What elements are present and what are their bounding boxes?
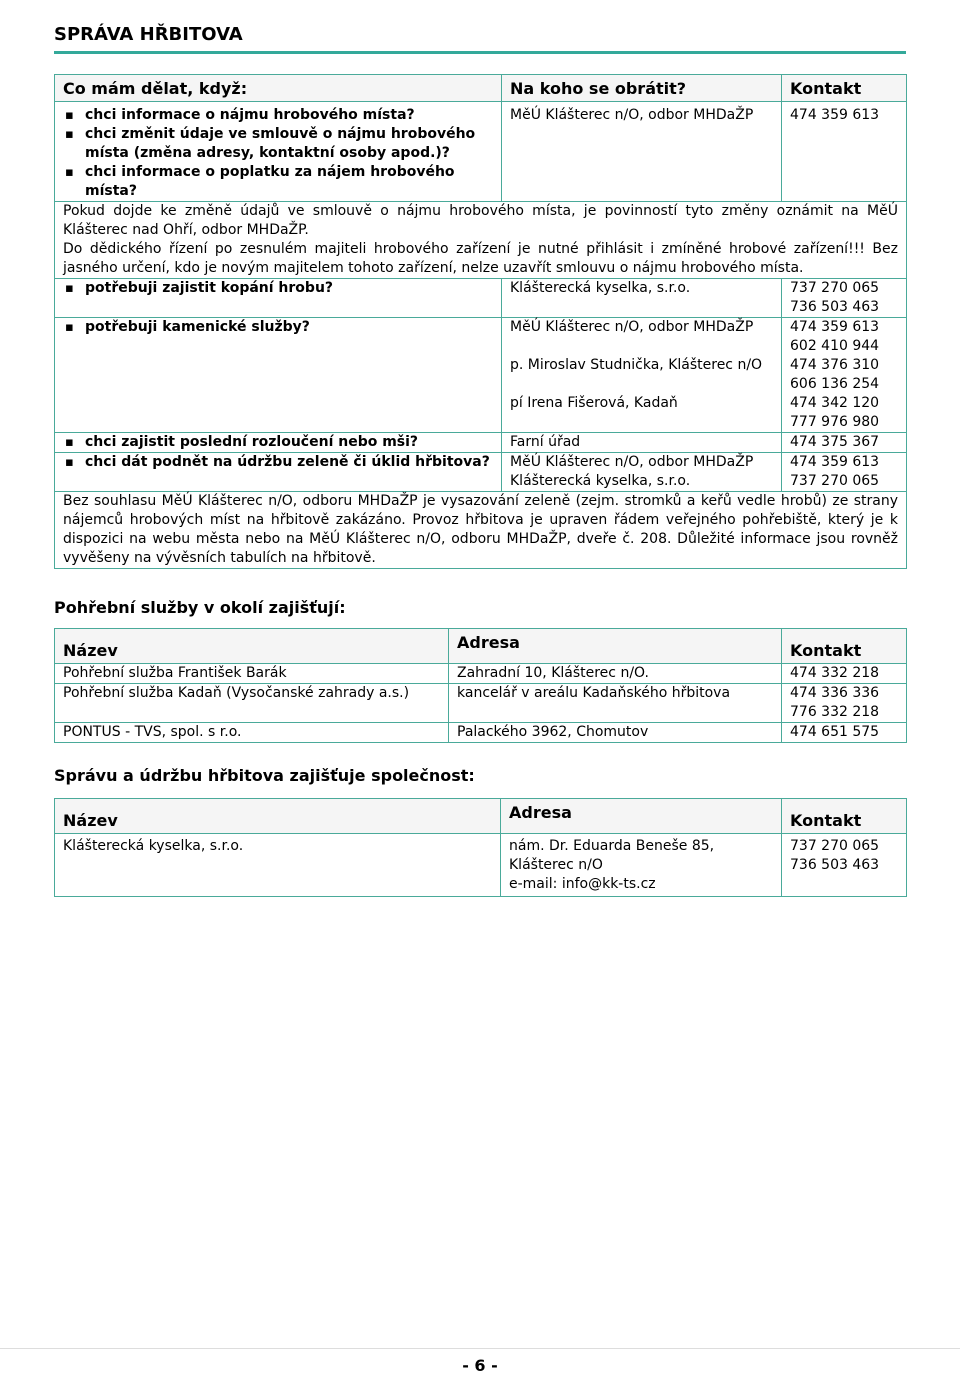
main-table bbox=[54, 74, 907, 569]
contact-line: 737 270 065 bbox=[790, 473, 880, 489]
org-cell: Klášterecká kyselka, s.r.o. bbox=[502, 279, 782, 318]
address-cell: kancelář v areálu Kadaňského hřbitova bbox=[449, 684, 782, 723]
contact-line: 737 270 065 bbox=[790, 838, 880, 854]
contact-line: 776 332 218 bbox=[790, 704, 880, 720]
note-inheritance: Do dědického řízení po zesnulém majiteli hrobového zařízení je nutné přihlásit i zmíněné hrobové zařízení!!! Bez jasného určení, kdo je novým majitelem tohoto zařízení, nelze uzavřít smlouvu o nájmu hrobového místa. bbox=[63, 241, 898, 276]
header-contact: Kontakt bbox=[782, 629, 907, 664]
org-line: Klášterecká kyselka, s.r.o. bbox=[510, 473, 691, 489]
page-number: - 6 - bbox=[462, 1356, 498, 1375]
header-contact: Kontakt bbox=[782, 75, 907, 102]
contact-line: 474 359 613 bbox=[790, 454, 880, 470]
grave-info-list bbox=[63, 106, 493, 201]
name-cell: Klášterecká kyselka, s.r.o. bbox=[55, 834, 501, 897]
contact-line: 736 503 463 bbox=[790, 299, 880, 315]
list-item: ▪ chci zajistit poslední rozloučení nebo mši? bbox=[63, 433, 493, 452]
address-cell: Palackého 3962, Chomutov bbox=[449, 723, 782, 743]
row-greenery bbox=[55, 453, 907, 492]
contact-line: 474 359 613 bbox=[790, 319, 880, 335]
maintenance-table-header bbox=[55, 799, 907, 834]
funeral-table-header bbox=[55, 629, 907, 664]
header-name: Název bbox=[55, 799, 501, 834]
contact-line: 602 410 944 bbox=[790, 338, 880, 354]
row-note-greenery bbox=[55, 492, 907, 569]
name-cell: PONTUS - TVS, spol. s r.o. bbox=[55, 723, 449, 743]
list-item: ▪ chci dát podnět na údržbu zeleně či úklid hřbitova? bbox=[63, 453, 493, 472]
org-cell: Farní úřad bbox=[502, 433, 782, 453]
list-item: ▪ potřebuji kamenické služby? bbox=[63, 318, 493, 337]
row-grave-info bbox=[55, 102, 907, 202]
contact-cell: 474 332 218 bbox=[782, 664, 907, 684]
table-row bbox=[55, 834, 907, 897]
address-cell: Zahradní 10, Klášterec n/O. bbox=[449, 664, 782, 684]
contact-line: 606 136 254 bbox=[790, 376, 880, 392]
maintenance-section-title: Správu a údržbu hřbitova zajišťuje společnost: bbox=[54, 766, 475, 785]
list-item: ▪ potřebuji zajistit kopání hrobu? bbox=[63, 279, 493, 298]
header-address: Adresa bbox=[501, 799, 782, 834]
contact-cell: 474 651 575 bbox=[782, 723, 907, 743]
table-row bbox=[55, 664, 907, 684]
org-line: p. Miroslav Studnička, Klášterec n/O bbox=[510, 357, 763, 373]
contact-cell: 474 375 367 bbox=[782, 433, 907, 453]
row-stonework bbox=[55, 318, 907, 433]
funeral-section-title: Pohřební služby v okolí zajišťují: bbox=[54, 598, 346, 617]
contact-line: 777 976 980 bbox=[790, 414, 880, 430]
org-cell: MěÚ Klášterec n/O, odbor MHDaŽP bbox=[502, 102, 782, 202]
address-line: Klášterec n/O bbox=[509, 857, 603, 873]
contact-line: 474 336 336 bbox=[790, 685, 880, 701]
org-line: pí Irena Fišerová, Kadaň bbox=[510, 395, 678, 411]
name-cell: Pohřební služba Kadaň (Vysočanské zahrady a.s.) bbox=[55, 684, 449, 723]
row-farewell bbox=[55, 433, 907, 453]
header-contact: Kontakt bbox=[782, 799, 907, 834]
contact-line: 474 342 120 bbox=[790, 395, 880, 411]
main-table-header bbox=[55, 75, 907, 102]
table-row bbox=[55, 723, 907, 743]
footer-divider bbox=[0, 1348, 960, 1349]
list-item: ▪ chci informace o poplatku za nájem hrobového místa? bbox=[63, 163, 493, 201]
header-what: Co mám dělat, když: bbox=[55, 75, 502, 102]
header-address: Adresa bbox=[449, 629, 782, 664]
contact-line: 737 270 065 bbox=[790, 280, 880, 296]
list-item: ▪ chci informace o nájmu hrobového místa? bbox=[63, 106, 493, 125]
page-title: SPRÁVA HŘBITOVA bbox=[54, 24, 906, 54]
contact-line: 474 376 310 bbox=[790, 357, 880, 373]
header-name: Název bbox=[55, 629, 449, 664]
note-greenery: Bez souhlasu MěÚ Klášterec n/O, odboru MHDaŽP je vysazování zeleně (zejm. stromků a keřů vedle hrobů) ze strany nájemců hrobových míst na hřbitově zakázáno. Provoz hřbitova je upraven řádem veřejného pohřebiště, který je k dispozici na webu města nebo na MěÚ Klášterec n/O, odboru MHDaŽP, dveře č. 208. Důležité informace jsou rovněž vyvěšeny na vývěsních tabulích na hřbitově. bbox=[55, 492, 907, 569]
header-who: Na koho se obrátit? bbox=[502, 75, 782, 102]
table-row bbox=[55, 684, 907, 723]
row-notes bbox=[55, 202, 907, 279]
contact-cell: 474 359 613 bbox=[782, 102, 907, 202]
contact-line: 736 503 463 bbox=[790, 857, 880, 873]
address-line: nám. Dr. Eduarda Beneše 85, bbox=[509, 838, 715, 854]
email-line: e-mail: info@kk-ts.cz bbox=[509, 876, 656, 892]
list-item: ▪ chci změnit údaje ve smlouvě o nájmu hrobového místa (změna adresy, kontaktní osoby apod.)? bbox=[63, 125, 493, 163]
org-line: MěÚ Klášterec n/O, odbor MHDaŽP bbox=[510, 454, 754, 470]
note-change-contract: Pokud dojde ke změně údajů ve smlouvě o nájmu hrobového místa, je povinností tyto změny oznámit na MěÚ Klášterec nad Ohří, odbor MHDaŽP. bbox=[63, 203, 898, 238]
row-digging bbox=[55, 279, 907, 318]
name-cell: Pohřební služba František Barák bbox=[55, 664, 449, 684]
funeral-table bbox=[54, 628, 907, 743]
maintenance-table bbox=[54, 798, 907, 897]
org-line: MěÚ Klášterec n/O, odbor MHDaŽP bbox=[510, 319, 754, 335]
